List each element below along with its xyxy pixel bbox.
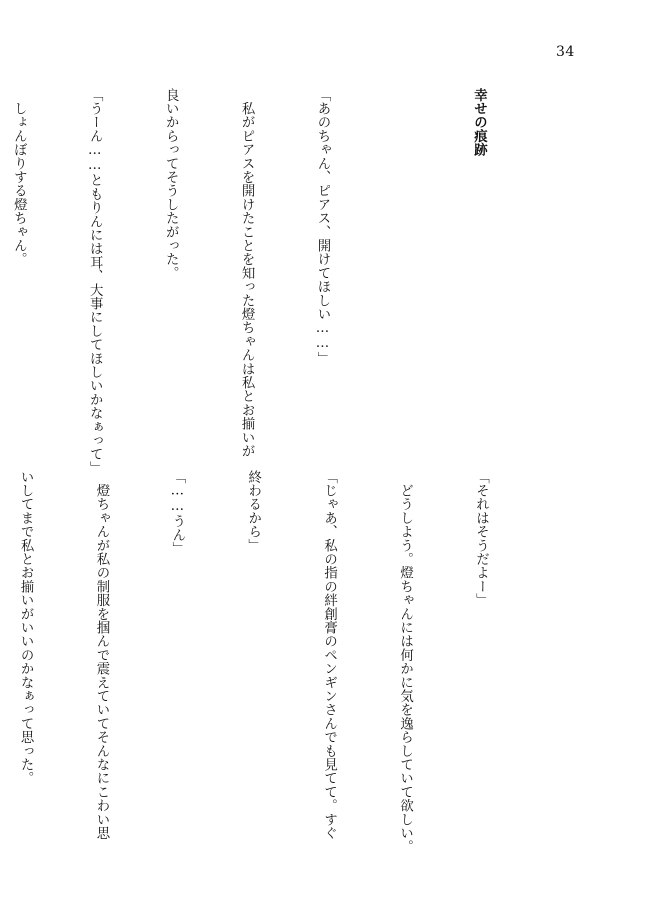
bottom-line-6: 燈ちゃんが私の制服を掴んで震えていてそんなにこわい思	[93, 470, 109, 840]
upper-text-block	[0, 88, 542, 475]
bottom-line-1: 「それはそうだよー」	[473, 470, 489, 607]
top-line-4: 「うーん……ともりんには耳、大事にしてほしいかなぁって」	[87, 88, 103, 475]
chapter-title: 幸せの痕跡	[471, 88, 488, 157]
bottom-line-2: どうしよう。燈ちゃんには何かに気を逸らしていて欲しい。	[397, 470, 413, 854]
bottom-line-4: 終わるから」	[245, 470, 261, 553]
bottom-line-7: いしてまで私とお揃いがいいのかなぁって思った。	[18, 470, 34, 786]
top-line-5: しょんぼりする燈ちゃん。	[11, 88, 27, 267]
page-number: 34	[556, 44, 575, 60]
top-line-2: 私がピアスを開けたことを知った燈ちゃんは私とお揃いが	[239, 88, 255, 458]
top-line-3: 良いからってそうしたがった。	[163, 88, 179, 280]
top-line-1: 「あのちゃん、ピアス、開けてほしい……」	[314, 88, 330, 366]
bottom-line-3: 「じゃあ、私の指の絆創膏のペンギンさんでも見てて。すぐ	[321, 470, 337, 840]
lower-text-block	[0, 470, 544, 854]
bottom-line-5: 「……うん」	[169, 470, 185, 556]
title-spacer	[386, 88, 416, 448]
